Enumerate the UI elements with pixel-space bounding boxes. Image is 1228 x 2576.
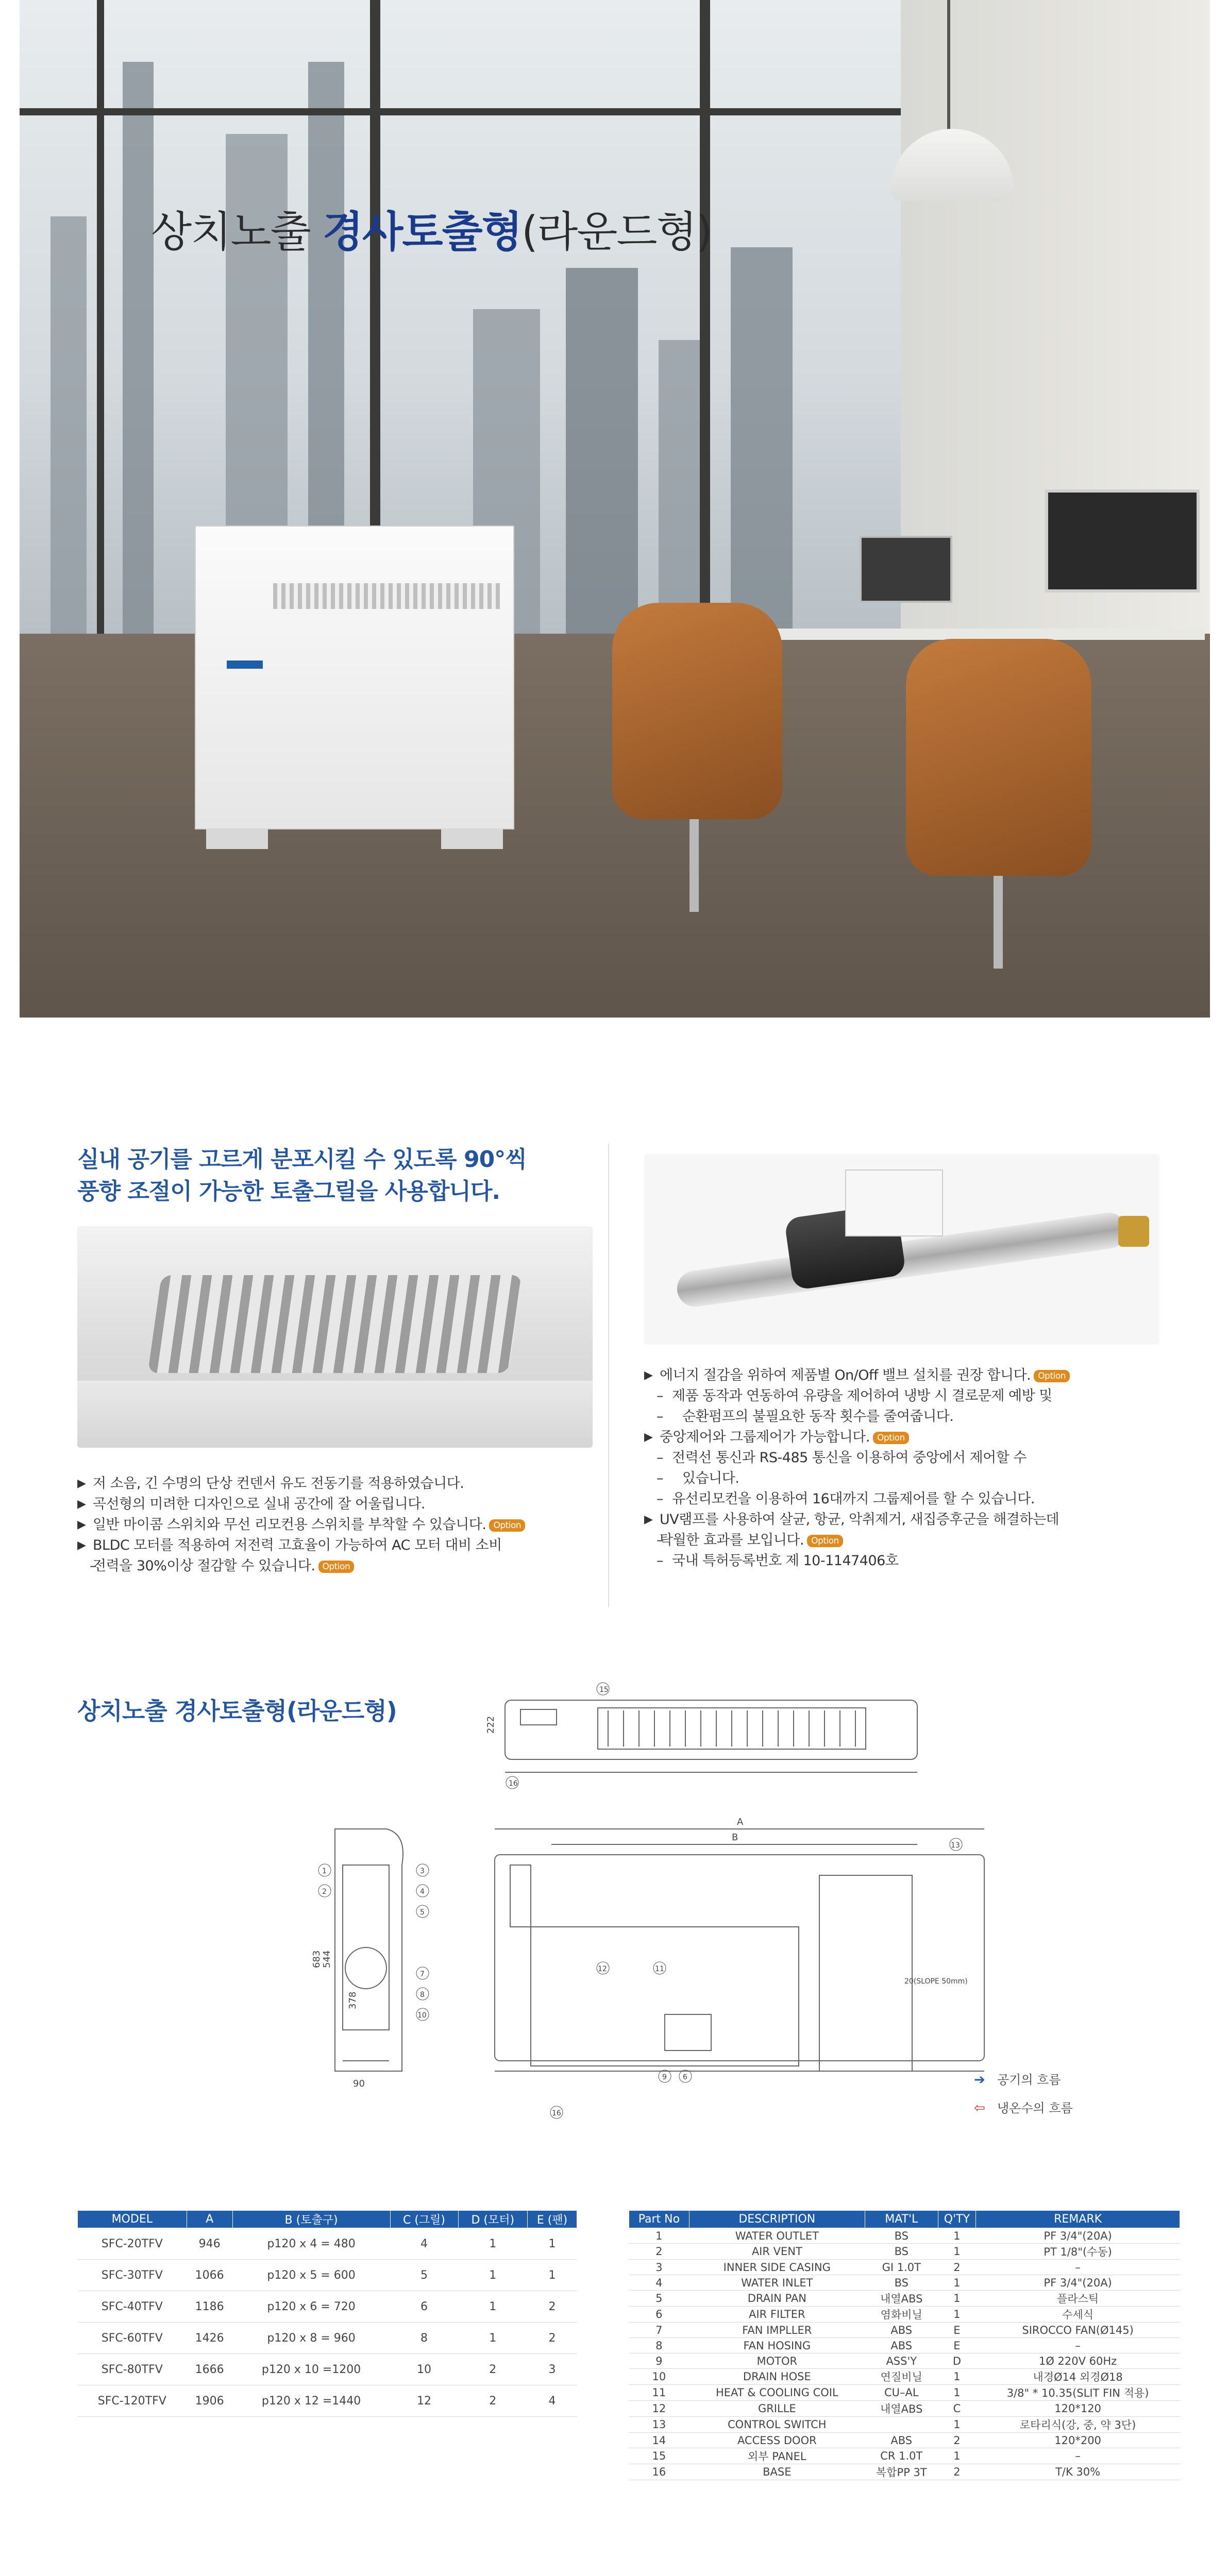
table-cell: DRAIN HOSE xyxy=(689,2369,865,2385)
table-cell: 1 xyxy=(938,2228,976,2244)
table-cell: BASE xyxy=(689,2464,865,2480)
feature-subitem: – 전력선 통신과 RS-485 통신을 이용하여 중앙에서 제어할 수 xyxy=(644,1448,1180,1468)
table-cell: 1 xyxy=(938,2291,976,2307)
feature-item: ▶ 중앙제어와 그룹제어가 가능합니다. Option xyxy=(644,1427,1180,1448)
table-cell: T/K 30% xyxy=(976,2464,1180,2480)
dim-544: 544 xyxy=(322,1950,332,1968)
svg-text:5: 5 xyxy=(420,1908,425,1917)
table-cell: 4 xyxy=(629,2275,689,2291)
front-view xyxy=(495,1829,984,2071)
table-cell: 120*200 xyxy=(976,2433,1180,2448)
table-cell: 3 xyxy=(528,2354,577,2385)
table-cell: D xyxy=(938,2353,976,2369)
svg-text:16: 16 xyxy=(509,1780,518,1788)
table-cell: 5 xyxy=(390,2260,458,2291)
table-cell: HEAT & COOLING COIL xyxy=(689,2385,865,2401)
table-cell: 1 xyxy=(458,2260,528,2291)
dim-378: 378 xyxy=(347,1991,358,2009)
table-cell: 1 xyxy=(528,2228,577,2260)
feature-item: ▶ 에너지 절감을 위하여 제품별 On/Off 밸브 설치를 권장 합니다. Option xyxy=(644,1365,1180,1386)
table-cell: DRAIN PAN xyxy=(689,2291,865,2307)
table-cell: 120*120 xyxy=(976,2401,1180,2417)
table-row xyxy=(629,2323,1180,2338)
table-cell: 1 xyxy=(528,2260,577,2291)
dim-90: 90 xyxy=(353,2078,365,2089)
table-cell: ABS xyxy=(865,2323,938,2338)
table-row xyxy=(629,2260,1180,2275)
table-cell: ABS xyxy=(865,2338,938,2353)
model-table xyxy=(77,2210,577,2417)
table-cell: SIROCCO FAN(Ø145) xyxy=(976,2323,1180,2338)
table-cell: p120 x 12 =1440 xyxy=(232,2385,390,2417)
table-cell: 15 xyxy=(629,2448,689,2464)
svg-text:8: 8 xyxy=(420,1991,425,1999)
svg-text:7: 7 xyxy=(420,1970,425,1978)
table-cell: 12 xyxy=(629,2401,689,2417)
table-cell: SFC-80TFV xyxy=(78,2354,187,2385)
table-cell: CU–AL xyxy=(865,2385,938,2401)
table-cell: 1 xyxy=(938,2369,976,2385)
table-cell: ABS xyxy=(865,2433,938,2448)
model-table-header: MODEL A B (토출구) C (그릴) D (모터) E (팬) xyxy=(78,2211,577,2228)
option-badge: Option xyxy=(1034,1370,1070,1382)
fan-coil-unit xyxy=(195,526,514,829)
feature-subitem: – 국내 특허등록번호 제 10-1147406호 xyxy=(644,1551,1180,1571)
title-bold: 경사토출형 xyxy=(322,208,522,257)
table-cell: 1 xyxy=(938,2448,976,2464)
table-cell: 12 xyxy=(390,2385,458,2417)
monitor xyxy=(1045,489,1200,592)
table-cell: AIR FILTER xyxy=(689,2307,865,2323)
title-normal: 상치노출 xyxy=(151,208,323,257)
feature-item: ▶ 일반 마이콤 스위치와 무선 리모컨용 스위치를 부착할 수 있습니다. Option xyxy=(77,1515,593,1535)
technical-drawing xyxy=(304,1680,1190,2221)
table-row xyxy=(629,2307,1180,2323)
table-row xyxy=(629,2244,1180,2260)
table-cell: – xyxy=(976,2260,1180,2275)
table-row xyxy=(78,2291,577,2323)
table-cell: FAN IMPLLER xyxy=(689,2323,865,2338)
chair xyxy=(612,603,782,819)
table-cell: 2 xyxy=(629,2244,689,2260)
feature-item-cont: – 탁월한 효과를 보입니다. Option xyxy=(644,1530,1180,1551)
table-cell: – xyxy=(976,2448,1180,2464)
feature-item-cont: – 전력을 30%이상 절감할 수 있습니다. Option xyxy=(77,1556,593,1577)
chair-base xyxy=(994,876,1003,969)
svg-text:2: 2 xyxy=(322,1888,327,1896)
option-badge: Option xyxy=(807,1535,843,1547)
feature-item: ▶ 저 소음, 긴 수명의 단상 컨덴서 유도 전동기를 적용하였습니다. xyxy=(77,1473,593,1494)
parts-table xyxy=(629,2210,1180,2480)
table-cell: 1 xyxy=(938,2307,976,2323)
svg-text:11: 11 xyxy=(655,1965,664,1973)
table-row xyxy=(629,2464,1180,2480)
table-cell: 1 xyxy=(938,2275,976,2291)
table-row xyxy=(629,2448,1180,2464)
table-cell: SFC-40TFV xyxy=(78,2291,187,2323)
table-cell: 4 xyxy=(528,2385,577,2417)
table-row xyxy=(78,2228,577,2260)
discharge-grille xyxy=(273,583,500,609)
table-cell: 1 xyxy=(458,2228,528,2260)
table-cell: BS xyxy=(865,2244,938,2260)
feature-right-list xyxy=(644,1365,1180,1571)
table-cell: 1 xyxy=(458,2291,528,2323)
svg-text:9: 9 xyxy=(662,2073,667,2081)
table-cell: CR 1.0T xyxy=(865,2448,938,2464)
valve-photo xyxy=(644,1154,1159,1345)
table-cell: PF 3/4"(20A) xyxy=(976,2275,1180,2291)
table-cell: 1426 xyxy=(187,2323,232,2354)
table-cell: 1 xyxy=(938,2244,976,2260)
section-title-drawing: 상치노출 경사토출형(라운드형) xyxy=(77,1697,397,1725)
table-cell: SFC-30TFV xyxy=(78,2260,187,2291)
table-cell: E xyxy=(938,2338,976,2353)
table-row xyxy=(78,2323,577,2354)
unit-front-panel xyxy=(77,1381,593,1448)
table-cell: BS xyxy=(865,2275,938,2291)
table-cell: INNER SIDE CASING xyxy=(689,2260,865,2275)
table-cell: 내열ABS xyxy=(865,2291,938,2307)
table-cell: 11 xyxy=(629,2385,689,2401)
table-cell: 1186 xyxy=(187,2291,232,2323)
title-suffix: (라운드형) xyxy=(521,208,712,257)
table-cell: GRILLE xyxy=(689,2401,865,2417)
table-row xyxy=(629,2385,1180,2401)
window-frame xyxy=(20,108,901,115)
top-view xyxy=(505,1700,917,1772)
svg-text:3: 3 xyxy=(420,1867,425,1875)
brass-fitting xyxy=(1118,1216,1149,1247)
table-cell: 13 xyxy=(629,2417,689,2433)
building xyxy=(51,216,87,639)
table-row xyxy=(629,2401,1180,2417)
table-cell: 1066 xyxy=(187,2260,232,2291)
feature-left-heading xyxy=(77,1144,593,1208)
dim-a: A xyxy=(737,1817,744,1827)
table-cell: 946 xyxy=(187,2228,232,2260)
table-cell: FAN HOSING xyxy=(689,2338,865,2353)
option-badge: Option xyxy=(318,1561,355,1573)
table-cell: 수세식 xyxy=(976,2307,1180,2323)
window-frame xyxy=(700,0,710,649)
divider xyxy=(608,1144,609,1607)
table-cell: AIR VENT xyxy=(689,2244,865,2260)
building xyxy=(731,247,793,639)
table-cell: p120 x 10 =1200 xyxy=(232,2354,390,2385)
table-row xyxy=(629,2291,1180,2307)
table-cell: 10 xyxy=(390,2354,458,2385)
table-cell: 8 xyxy=(629,2338,689,2353)
table-cell: 10 xyxy=(629,2369,689,2385)
feature-subitem-cont: – 있습니다. xyxy=(644,1468,1180,1489)
pipe-note: 20(SLOPE 50mm) xyxy=(904,1977,968,1986)
valve-actuator xyxy=(845,1170,943,1236)
air-flow-arrow-icon: ➔ xyxy=(974,2072,985,2088)
table-cell: WATER OUTLET xyxy=(689,2228,865,2244)
table-cell: 플라스틱 xyxy=(976,2291,1180,2307)
table-cell: 2 xyxy=(938,2433,976,2448)
table-cell: 외부 PANEL xyxy=(689,2448,865,2464)
feature-item: ▶ 곡선형의 미려한 디자인으로 실내 공간에 잘 어울립니다. xyxy=(77,1494,593,1515)
table-cell: p120 x 5 = 600 xyxy=(232,2260,390,2291)
table-cell: 9 xyxy=(629,2353,689,2369)
table-cell: 복합PP 3T xyxy=(865,2464,938,2480)
legend-water: 냉온수의 흐름 xyxy=(997,2101,1073,2115)
svg-text:13: 13 xyxy=(951,1841,960,1850)
table-cell: 6 xyxy=(390,2291,458,2323)
option-badge: Option xyxy=(873,1432,909,1444)
dim-b: B xyxy=(732,1832,738,1843)
svg-text:6: 6 xyxy=(683,2073,687,2081)
hero-title xyxy=(151,198,712,259)
table-row xyxy=(78,2260,577,2291)
table-cell: 연질비닐 xyxy=(865,2369,938,2385)
table-cell: E xyxy=(938,2323,976,2338)
table-cell: GI 1.0T xyxy=(865,2260,938,2275)
table-cell: 7 xyxy=(629,2323,689,2338)
table-cell: 1Ø 220V 60Hz xyxy=(976,2353,1180,2369)
table-row xyxy=(629,2275,1180,2291)
table-cell: CONTROL SWITCH xyxy=(689,2417,865,2433)
feature-subitem: – 유선리모컨을 이용하여 16대까지 그룹제어를 할 수 있습니다. xyxy=(644,1489,1180,1510)
table-cell: SFC-20TFV xyxy=(78,2228,187,2260)
table-cell: 16 xyxy=(629,2464,689,2480)
table-cell: BS xyxy=(865,2228,938,2244)
unit-foot xyxy=(206,828,268,849)
table-cell: 1 xyxy=(458,2323,528,2354)
table-cell: SFC-120TFV xyxy=(78,2385,187,2417)
table-row xyxy=(629,2353,1180,2369)
table-cell: 1 xyxy=(938,2417,976,2433)
side-view xyxy=(335,1829,403,2071)
table-cell: 5 xyxy=(629,2291,689,2307)
table-cell: 염화비닐 xyxy=(865,2307,938,2323)
svg-text:4: 4 xyxy=(420,1888,425,1896)
feature-left-list xyxy=(77,1473,593,1577)
flow-legend xyxy=(974,2072,1073,2116)
brand-badge xyxy=(227,660,263,669)
feature-subitem-cont: – 순환펌프의 불필요한 동작 횟수를 줄여줍니다. xyxy=(644,1406,1180,1427)
table-cell: 1666 xyxy=(187,2354,232,2385)
option-badge: Option xyxy=(489,1519,525,1532)
table-cell: 2 xyxy=(528,2291,577,2323)
table-row xyxy=(78,2354,577,2385)
table-cell: 1 xyxy=(938,2385,976,2401)
table-cell: PF 3/4"(20A) xyxy=(976,2228,1180,2244)
feature-subitem: – 제품 동작과 연동하여 유량을 제어하여 냉방 시 결로문제 예방 및 xyxy=(644,1386,1180,1406)
dim-222: 222 xyxy=(485,1716,496,1734)
table-cell: 내열ABS xyxy=(865,2401,938,2417)
table-cell: 2 xyxy=(458,2354,528,2385)
table-cell: ACCESS DOOR xyxy=(689,2433,865,2448)
svg-text:15: 15 xyxy=(599,1686,609,1694)
feature-item: ▶ UV램프를 사용하여 살균, 항균, 악취제거, 새집증후군을 해결하는데 xyxy=(644,1510,1180,1530)
feature-item: ▶ BLDC 모터를 적용하여 저전력 고효율이 가능하여 AC 모터 대비 소비 xyxy=(77,1535,593,1556)
hero-photo xyxy=(20,0,1210,1018)
svg-text:12: 12 xyxy=(598,1965,607,1973)
table-cell: p120 x 8 = 960 xyxy=(232,2323,390,2354)
feature-heading-line: 실내 공기를 고르게 분포시킬 수 있도록 90°씩 xyxy=(77,1146,527,1173)
legend-air: 공기의 흐름 xyxy=(997,2073,1061,2087)
table-cell: C xyxy=(938,2401,976,2417)
table-cell: PT 1/8"(수동) xyxy=(976,2244,1180,2260)
feature-heading-line: 풍향 조절이 가능한 토출그릴을 사용합니다. xyxy=(77,1178,500,1205)
water-flow-arrow-icon: ⇦ xyxy=(974,2100,985,2116)
table-cell: 3/8" * 10.35(SLIT FIN 적용) xyxy=(976,2385,1180,2401)
table-row xyxy=(629,2338,1180,2353)
table-cell: 2 xyxy=(938,2260,976,2275)
building xyxy=(566,268,638,639)
table-cell xyxy=(865,2417,938,2433)
table-cell: 1 xyxy=(629,2228,689,2244)
table-cell: MOTOR xyxy=(689,2353,865,2369)
table-cell: 8 xyxy=(390,2323,458,2354)
table-row xyxy=(78,2385,577,2417)
window-frame xyxy=(97,0,104,649)
chair xyxy=(906,639,1091,876)
chair-base xyxy=(689,819,699,912)
table-cell: p120 x 6 = 720 xyxy=(232,2291,390,2323)
table-cell: 로타리식(강, 중, 약 3단) xyxy=(976,2417,1180,2433)
table-row xyxy=(629,2433,1180,2448)
table-cell: 6 xyxy=(629,2307,689,2323)
dim-683: 683 xyxy=(311,1950,322,1968)
table-cell: 3 xyxy=(629,2260,689,2275)
table-cell: 4 xyxy=(390,2228,458,2260)
building xyxy=(123,62,154,639)
table-cell: SFC-60TFV xyxy=(78,2323,187,2354)
svg-text:1: 1 xyxy=(322,1867,327,1875)
parts-table-header: Part No DESCRIPTION MAT'L Q'TY REMARK xyxy=(629,2211,1180,2228)
grille-photo xyxy=(77,1226,593,1448)
svg-text:10: 10 xyxy=(417,2011,427,2020)
table-cell: ASS'Y xyxy=(865,2353,938,2369)
table-cell: 2 xyxy=(528,2323,577,2354)
table-cell: 내경Ø14 외경Ø18 xyxy=(976,2369,1180,2385)
unit-foot xyxy=(441,828,503,849)
table-cell: 1906 xyxy=(187,2385,232,2417)
table-cell: p120 x 4 = 480 xyxy=(232,2228,390,2260)
table-row xyxy=(629,2369,1180,2385)
table-cell: 2 xyxy=(458,2385,528,2417)
table-cell: WATER INLET xyxy=(689,2275,865,2291)
table-cell: – xyxy=(976,2338,1180,2353)
table-cell: 14 xyxy=(629,2433,689,2448)
table-cell: 2 xyxy=(938,2464,976,2480)
desk xyxy=(751,629,1205,640)
laptop xyxy=(860,536,952,603)
building xyxy=(659,340,705,639)
table-row xyxy=(629,2228,1180,2244)
table-row xyxy=(629,2417,1180,2433)
grille-slots xyxy=(148,1275,523,1373)
svg-text:16: 16 xyxy=(552,2109,561,2117)
